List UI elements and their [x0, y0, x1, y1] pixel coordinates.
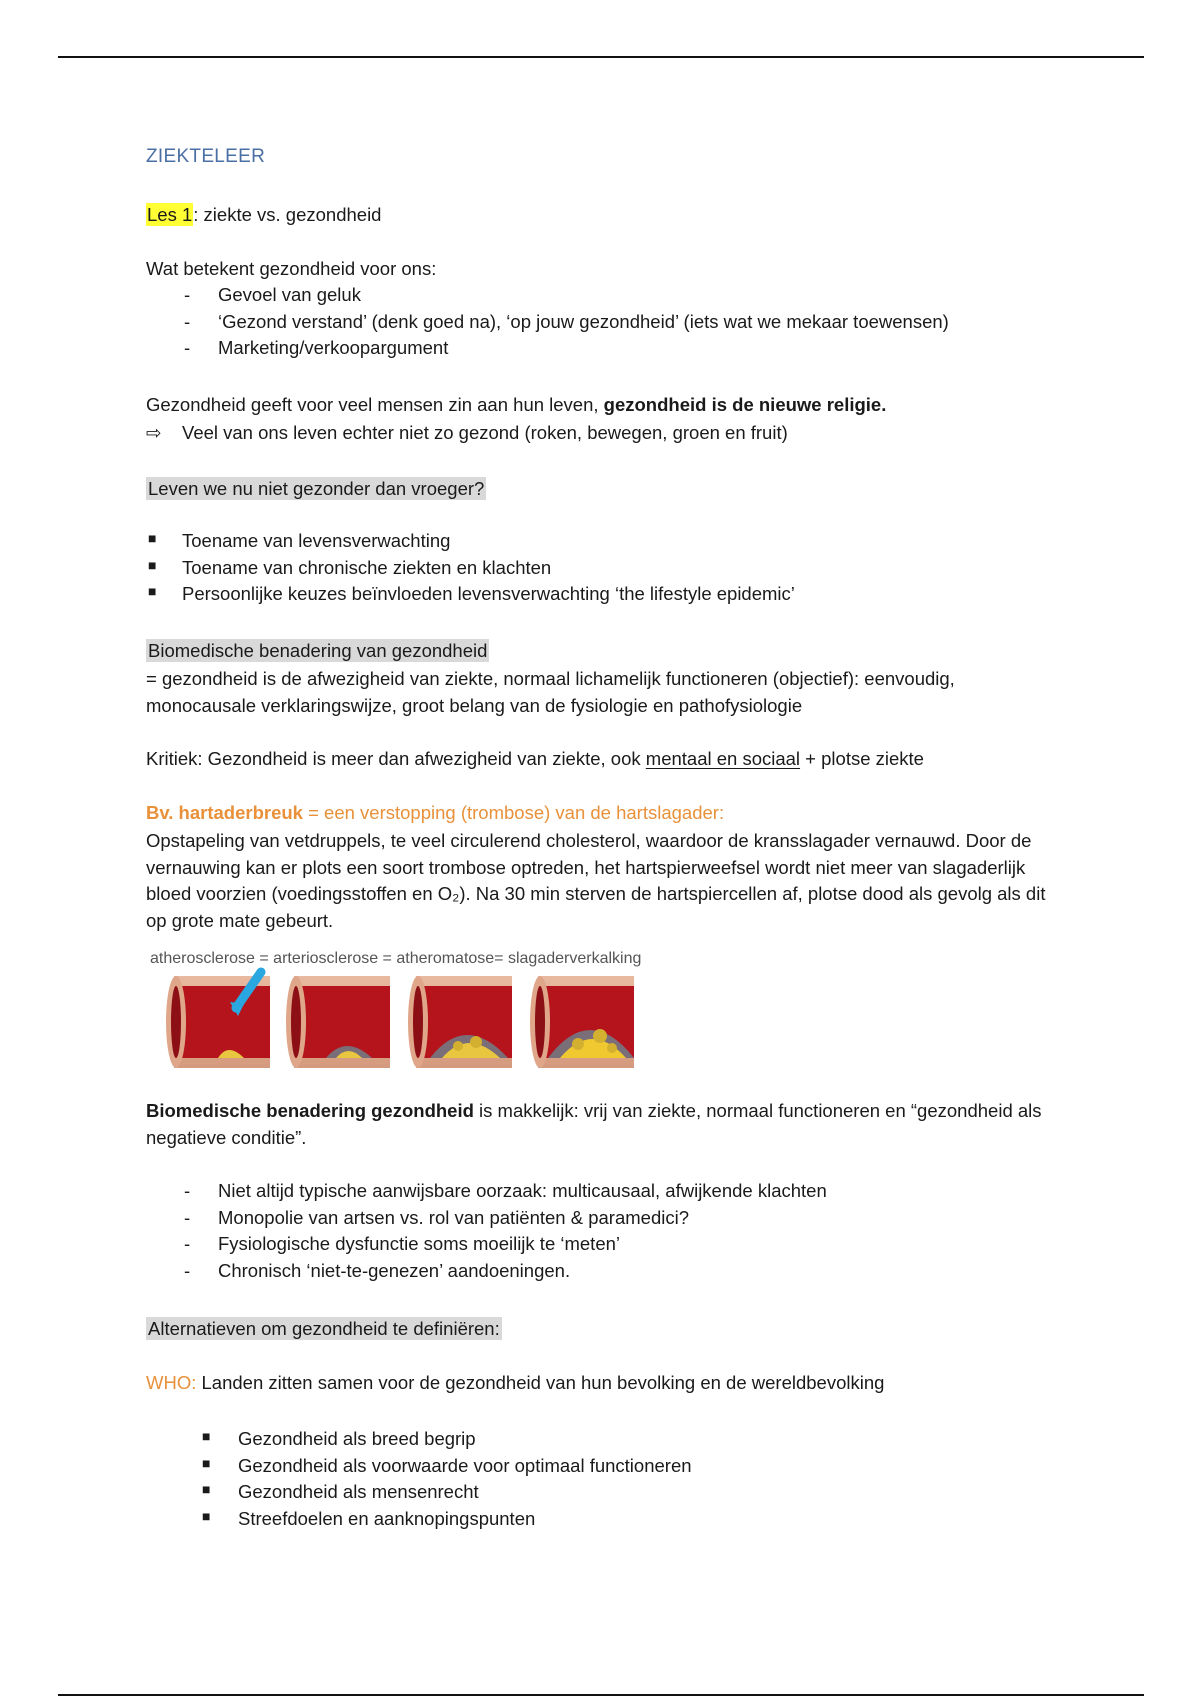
lesson-topic: : ziekte vs. gezondheid — [193, 204, 382, 225]
lesson-heading — [146, 204, 381, 226]
who-line: WHO: Landen zitten samen voor de gezondheid van hun bevolking en de wereldbevolking — [146, 1372, 885, 1393]
footer-rule — [58, 1694, 1144, 1696]
header-rule — [58, 56, 1144, 58]
example-heading: Bv. hartaderbreuk = een verstopping (trombose) van de hartslagader: — [146, 802, 725, 823]
example-body: Opstapeling van vetdruppels, te veel circulerend cholesterol, waardoor de kransslagader vernauwd. Door de vernauwing kan er plots een soort trombose optreden, het hartspierweefsel wordt niet meer van slagaderlijk bloed voorzien (voedingsstoffen en O₂). Na 30 min sterven de hartspiercellen af, plotse dood als gevolg als dit op grote mate gebeurt. — [146, 830, 1046, 931]
lesson-label: Les 1 — [147, 204, 193, 225]
biomedical-definition: = gezondheid is de afwezigheid van ziekte, normaal lichamelijk functioneren (objectief): eenvoudig, monocausale verklaringswijze, groot belang van de fysiologie en pathofysiologie — [146, 668, 955, 716]
alternatives-heading: Alternatieven om gezondheid te definiëren: — [148, 1318, 500, 1339]
biomedical-summary: Biomedische benadering gezondheid is makkelijk: vrij van ziekte, normaal functioneren en “gezondheid als negatieve conditie”. — [146, 1100, 1042, 1148]
biomedical-heading: Biomedische benadering van gezondheid — [148, 640, 488, 661]
artery-stage-1 — [166, 972, 270, 1068]
artery-stage-4 — [530, 976, 634, 1068]
intro-question: Wat betekent gezondheid voor ons: — [146, 258, 437, 279]
artery-illustration — [146, 950, 706, 1075]
critique-line: Kritiek: Gezondheid is meer dan afwezigheid van ziekte, ook mentaal en sociaal + plotse ziekte — [146, 748, 924, 769]
meaning-line: Gezondheid geeft voor veel mensen zin aan hun leven, gezondheid is de nieuwe religie. — [146, 394, 887, 415]
document-title: ZIEKTELEER — [146, 146, 266, 167]
question-heading: Leven we nu niet gezonder dan vroeger? — [148, 478, 485, 499]
artery-stage-3 — [408, 976, 512, 1068]
artery-figure — [146, 950, 706, 1075]
arrow-icon: ⇨ — [146, 422, 162, 443]
figure-caption: atherosclerose = arteriosclerose = atheromatose= slagaderverkalking — [150, 950, 642, 967]
artery-stage-2 — [286, 976, 390, 1068]
